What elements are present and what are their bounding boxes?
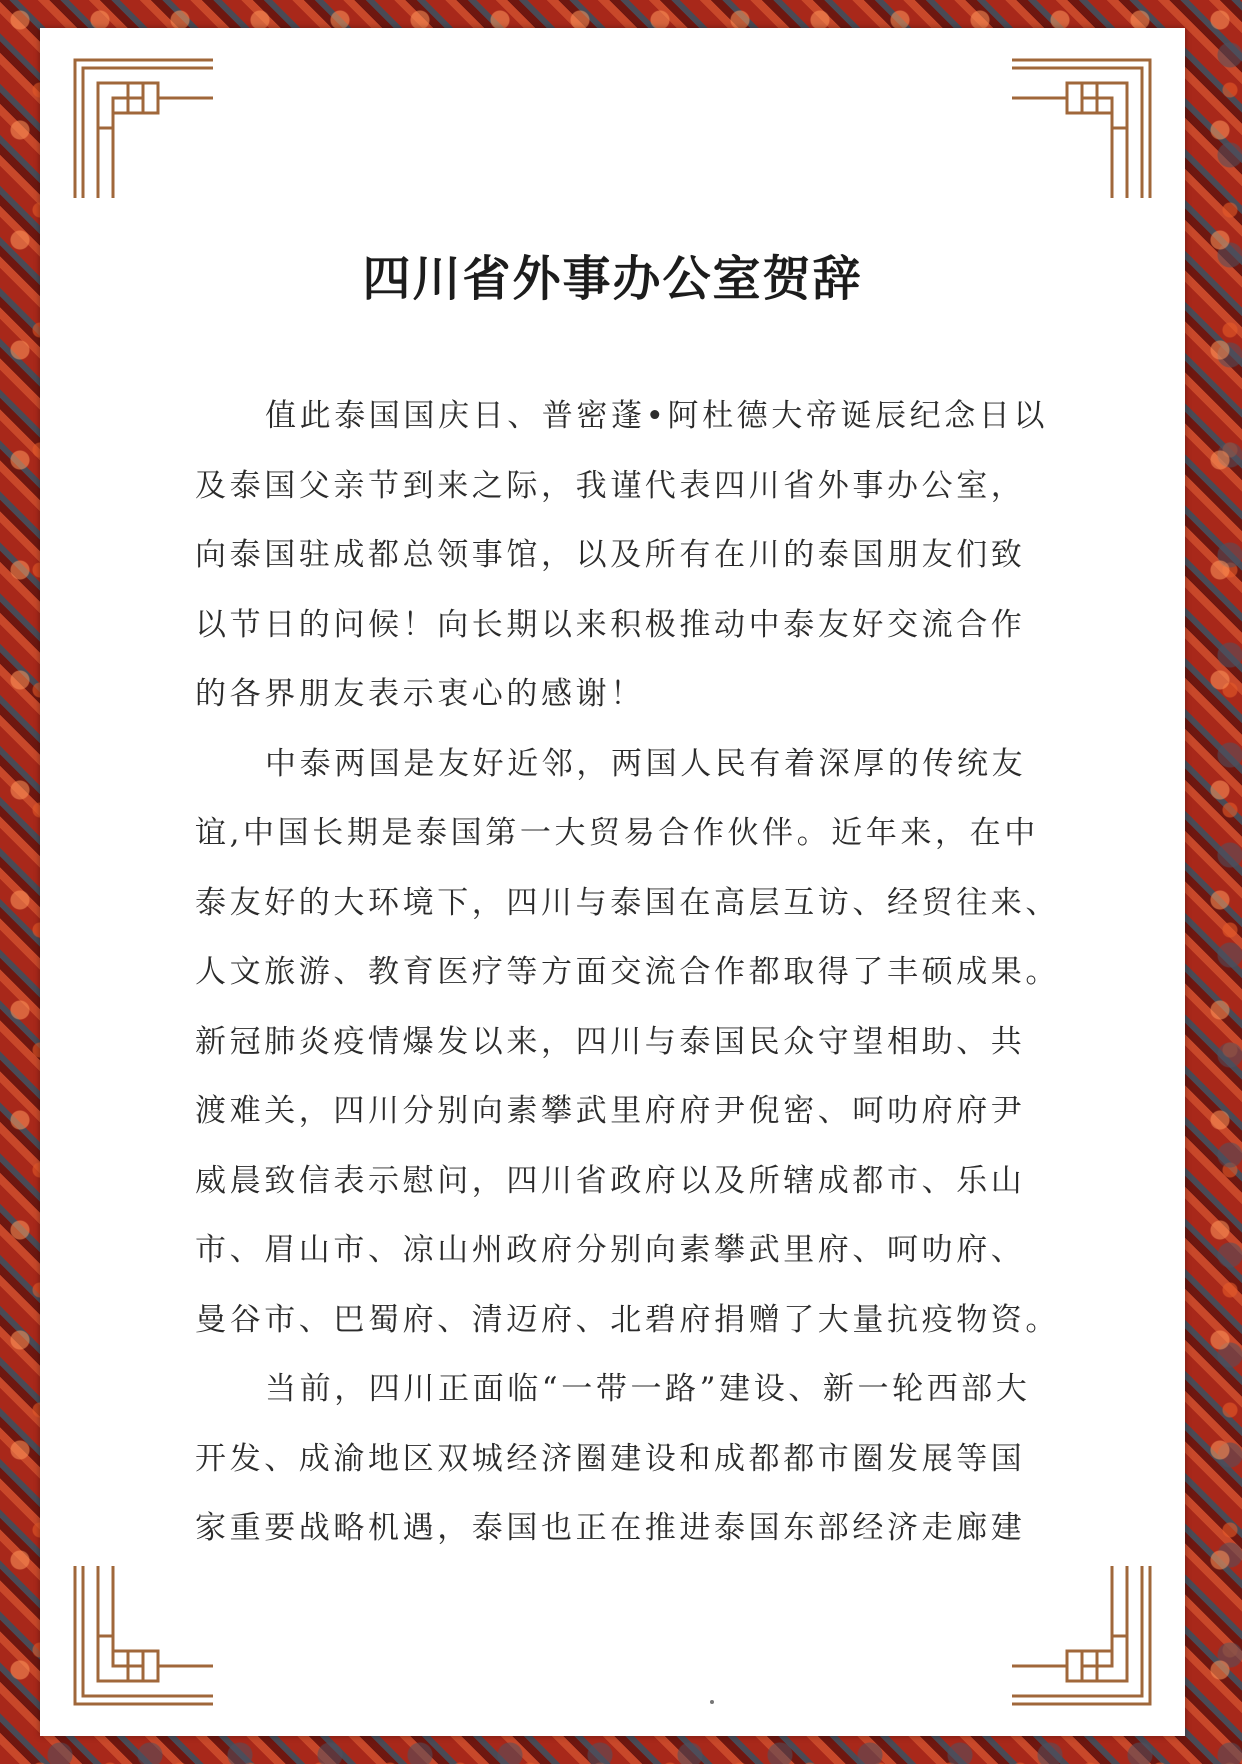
text-line: 市、眉山市、凉山州政府分别向素攀武里府、呵叻府、	[195, 1232, 1026, 1268]
paragraph-2	[195, 730, 1075, 1356]
text-line: 新冠肺炎疫情爆发以来，四川与泰国民众守望相助、共	[195, 1023, 1026, 1060]
corner-ornament-top-right	[1012, 58, 1152, 198]
corner-ornament-top-left	[73, 58, 213, 198]
text-line: 以节日的问候！向长期以来积极推动中泰友好交流合作	[195, 606, 1026, 643]
text-line: 开发、成渝地区双城经济圈建设和成都都市圈发展等国	[195, 1440, 1026, 1477]
print-dot	[710, 1700, 714, 1704]
letter-body	[195, 382, 1075, 1564]
corner-ornament-bottom-right	[1012, 1566, 1152, 1706]
paragraph-1	[195, 382, 1075, 730]
text-line: 威晨致信表示慰问，四川省政府以及所辖成都市、乐山	[195, 1162, 1026, 1199]
text-line: 人文旅游、教育医疗等方面交流合作都取得了丰硕成果。	[195, 954, 1060, 990]
page-title: 四川省外事办公室贺辞	[362, 251, 863, 307]
text-line: 泰友好的大环境下，四川与泰国在高层互访、经贸往来、	[195, 884, 1060, 921]
text-line: 渡难关，四川分别向素攀武里府府尹倪密、呵叻府府尹	[195, 1093, 1026, 1129]
text-line: 及泰国父亲节到来之际，我谨代表四川省外事办公室，	[195, 467, 1026, 504]
text-line: 曼谷市、巴蜀府、清迈府、北碧府捐赠了大量抗疫物资。	[195, 1301, 1060, 1338]
text-line: 的各界朋友表示衷心的感谢！	[195, 676, 645, 712]
text-line: 谊,中国长期是泰国第一大贸易合作伙伴。近年来，在中	[195, 815, 1039, 851]
document-page	[40, 28, 1185, 1736]
text-line: 当前，四川正面临“一带一路”建设、新一轮西部大	[265, 1371, 1031, 1407]
text-line: 向泰国驻成都总领事馆，以及所有在川的泰国朋友们致	[195, 537, 1026, 573]
corner-ornament-bottom-left	[73, 1566, 213, 1706]
text-line: 家重要战略机遇，泰国也正在推进泰国东部经济走廊建	[195, 1510, 1026, 1546]
text-line: 值此泰国国庆日、普密蓬•阿杜德大帝诞辰纪念日以	[265, 398, 1049, 434]
text-line: 中泰两国是友好近邻，两国人民有着深厚的传统友	[265, 745, 1027, 782]
paragraph-3	[195, 1355, 1075, 1564]
